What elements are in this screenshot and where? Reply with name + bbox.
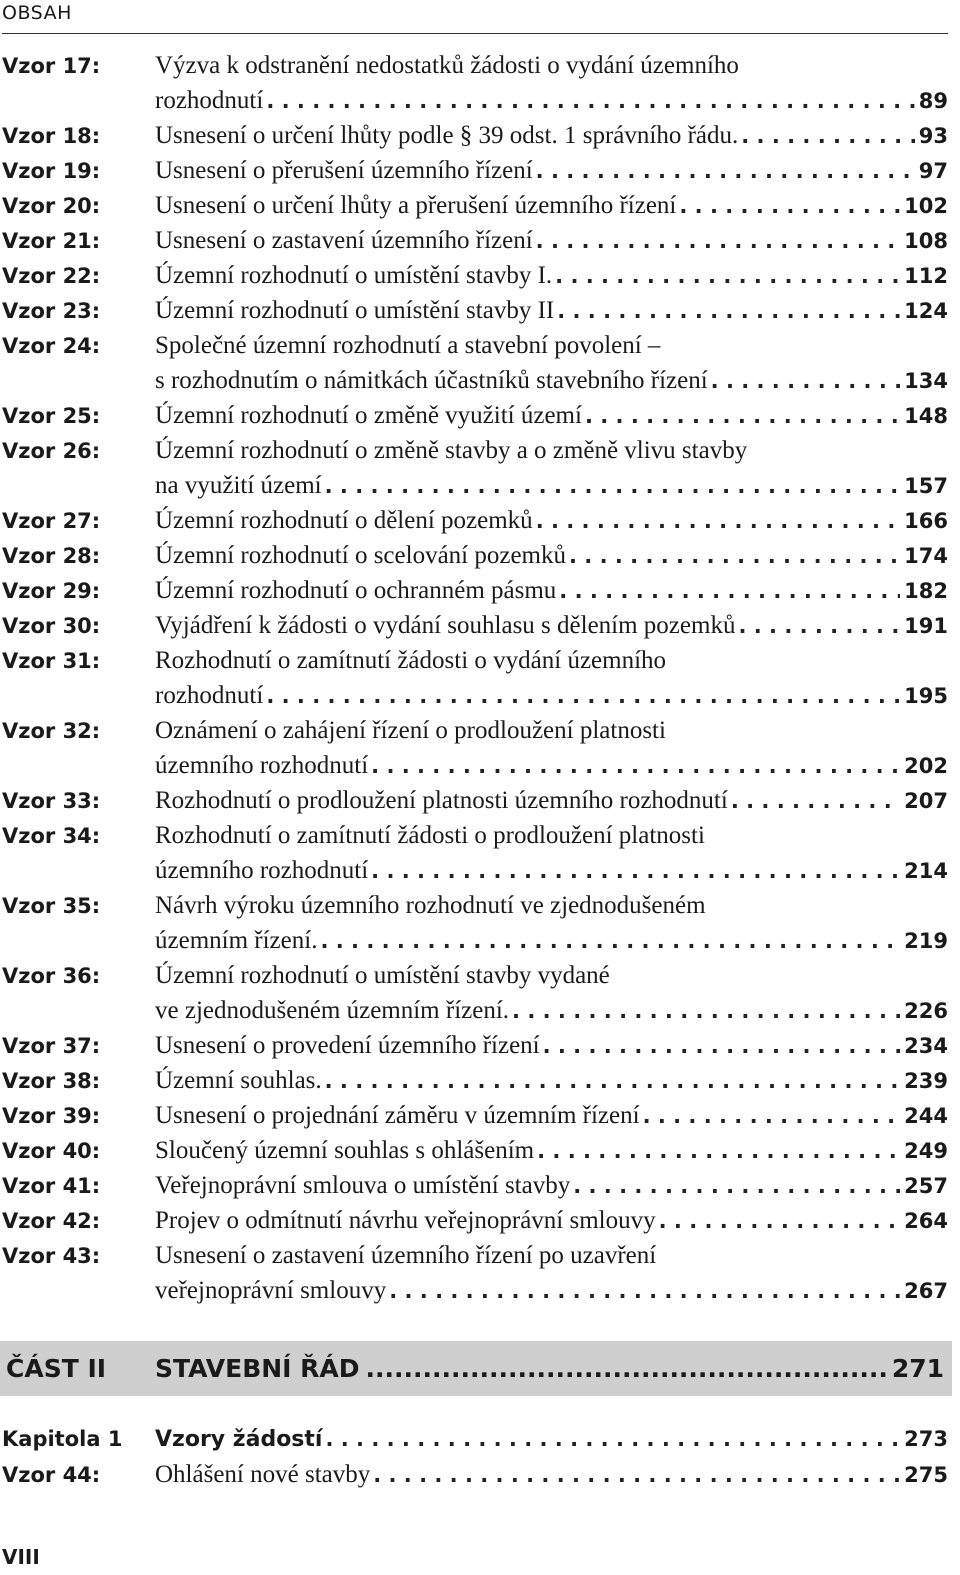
entry-label: Vzor 22: xyxy=(2,264,101,288)
entry-title: Společné územní rozhodnutí a stavební povolení – xyxy=(155,332,661,359)
entry-title: rozhodnutí xyxy=(155,682,264,709)
entry-label: Vzor 25: xyxy=(2,404,101,428)
toc-entry-line xyxy=(0,328,948,363)
entry-title: Výzva k odstranění nedostatků žádosti o vydání územního xyxy=(155,52,739,79)
entry-label: Vzor 20: xyxy=(2,194,101,218)
toc-entry-line xyxy=(0,433,948,468)
toc-entry-line xyxy=(0,1168,948,1203)
toc-entry-line xyxy=(0,888,948,923)
entry-label: Vzor 40: xyxy=(2,1139,101,1163)
toc-entry-line xyxy=(0,258,948,293)
entry-title: Územní rozhodnutí o dělení pozemků xyxy=(155,507,533,534)
entry-title: územním řízení. xyxy=(155,927,318,954)
entry-page-number: 102 xyxy=(904,194,948,218)
toc-entry xyxy=(0,1063,948,1098)
toc-entry xyxy=(0,573,948,608)
toc-entry-line xyxy=(0,1273,948,1308)
page-header xyxy=(2,0,948,34)
entry-title: Usnesení o provedení územního řízení xyxy=(155,1032,540,1059)
toc-entry-line xyxy=(0,783,948,818)
toc-entry-line xyxy=(0,538,948,573)
toc-entry xyxy=(0,1203,948,1238)
entry-title: Projev o odmítnutí návrhu veřejnoprávní smlouvy xyxy=(155,1207,656,1234)
entry-page-number: 226 xyxy=(904,999,948,1023)
dot-leader xyxy=(536,224,901,259)
dot-leader xyxy=(741,119,915,154)
entry-page-number: 124 xyxy=(904,299,948,323)
entry-label: Vzor 44: xyxy=(2,1463,101,1487)
toc-entry-line xyxy=(0,818,948,853)
dot-leader xyxy=(320,924,900,959)
part-heading xyxy=(0,1341,952,1396)
entry-title: Územní souhlas. xyxy=(155,1067,322,1094)
toc-entry-line xyxy=(0,993,948,1028)
entry-title: Územní rozhodnutí o změně stavby a o změně vlivu stavby xyxy=(155,437,748,464)
toc-entry xyxy=(0,118,948,153)
entry-label: Vzor 34: xyxy=(2,824,101,848)
toc-entry-line xyxy=(0,1028,948,1063)
entry-title: s rozhodnutím o námitkách účastníků stavebního řízení xyxy=(155,367,708,394)
entry-page-number: 244 xyxy=(904,1104,948,1128)
toc-entry-line xyxy=(0,573,948,608)
entry-label: Vzor 39: xyxy=(2,1104,101,1128)
toc-entry xyxy=(0,1168,948,1203)
entry-title: rozhodnutí xyxy=(155,87,264,114)
entry-title: Usnesení o určení lhůty podle § 39 odst. 1 správního řádu. xyxy=(155,122,739,149)
toc-entry xyxy=(0,398,948,433)
entry-title: Vyjádření k žádosti o vydání souhlasu s dělením pozemků xyxy=(155,612,736,639)
dot-leader xyxy=(731,784,900,819)
entry-page-number: 267 xyxy=(904,1279,948,1303)
entry-label: Vzor 36: xyxy=(2,964,101,988)
toc-entry-line xyxy=(0,503,948,538)
entry-page-number: 214 xyxy=(904,859,948,883)
entry-title: Oznámení o zahájení řízení o prodloužení platnosti xyxy=(155,717,666,744)
toc-entry-line xyxy=(0,293,948,328)
dot-leader xyxy=(536,504,900,539)
part-title: STAVEBNÍ ŘÁD xyxy=(155,1354,360,1383)
entry-page-number: 239 xyxy=(904,1069,948,1093)
toc-entry xyxy=(0,1422,948,1457)
entry-title: veřejnoprávní smlouvy xyxy=(155,1277,387,1304)
toc-entry xyxy=(0,433,948,503)
entry-title: Usnesení o přerušení územního řízení xyxy=(155,157,533,184)
entry-title: Územní rozhodnutí o umístění stavby I. xyxy=(155,262,553,289)
dot-leader xyxy=(537,1134,900,1169)
entry-title: Návrh výroku územního rozhodnutí ve zjednodušeném xyxy=(155,892,706,919)
entry-page-number: 234 xyxy=(904,1034,948,1058)
entry-label: Vzor 17: xyxy=(2,54,101,78)
toc-entry-line xyxy=(0,188,948,223)
toc-entry xyxy=(0,818,948,888)
dot-leader xyxy=(557,294,900,329)
toc-entry xyxy=(0,48,948,118)
toc-entry xyxy=(0,608,948,643)
dot-leader xyxy=(371,854,900,889)
entry-title: Rozhodnutí o zamítnutí žádosti o vydání územního xyxy=(155,647,667,674)
header-label: OBSAH xyxy=(2,2,72,24)
entry-page-number: 93 xyxy=(918,124,948,148)
entry-label: Vzor 35: xyxy=(2,894,101,918)
toc-entry xyxy=(0,783,948,818)
entry-title: Územní rozhodnutí o scelování pozemků xyxy=(155,542,566,569)
entry-title: Ohlášení nové stavby xyxy=(155,1461,371,1488)
table-of-contents xyxy=(0,48,948,1308)
toc-entry-line xyxy=(0,853,948,888)
toc-entry xyxy=(0,643,948,713)
dot-leader xyxy=(366,1354,886,1383)
toc-entry-line xyxy=(0,1063,948,1098)
toc-entry xyxy=(0,538,948,573)
part-page-number: 271 xyxy=(891,1354,944,1383)
entry-label: Vzor 29: xyxy=(2,579,101,603)
entry-label: Vzor 32: xyxy=(2,719,101,743)
toc-entry xyxy=(0,1238,948,1308)
dot-leader xyxy=(325,1422,900,1457)
entry-page-number: 257 xyxy=(904,1174,948,1198)
entry-title: Rozhodnutí o prodloužení platnosti územního rozhodnutí xyxy=(155,787,728,814)
entry-page-number: 112 xyxy=(904,264,948,288)
entry-page-number: 249 xyxy=(904,1139,948,1163)
entry-label: Vzor 31: xyxy=(2,649,101,673)
toc-entry xyxy=(0,1457,948,1492)
entry-title: na využití území xyxy=(155,472,322,499)
entry-page-number: 195 xyxy=(904,684,948,708)
entry-title: ve zjednodušeném územním řízení. xyxy=(155,997,510,1024)
page-number: VIII xyxy=(2,1545,40,1569)
entry-page-number: 89 xyxy=(918,89,948,113)
entry-page-number: 273 xyxy=(904,1427,948,1451)
toc-entry-line xyxy=(0,153,948,188)
entry-title: územního rozhodnutí xyxy=(155,752,369,779)
dot-leader xyxy=(679,189,900,224)
entry-title: Usnesení o projednání záměru v územním řízení xyxy=(155,1102,640,1129)
entry-label: Vzor 21: xyxy=(2,229,101,253)
toc-entry-line xyxy=(0,958,948,993)
entry-page-number: 219 xyxy=(904,929,948,953)
dot-leader xyxy=(569,539,900,574)
toc-entry xyxy=(0,958,948,1028)
dot-leader xyxy=(559,574,900,609)
toc-entry-line xyxy=(0,363,948,398)
toc-entry-line xyxy=(0,468,948,503)
toc-entry-line xyxy=(0,398,948,433)
toc-entry-line xyxy=(0,608,948,643)
dot-leader xyxy=(266,679,900,714)
dot-leader xyxy=(543,1029,901,1064)
entry-title: Vzory žádostí xyxy=(155,1427,323,1452)
toc-entry-line xyxy=(0,1238,948,1273)
entry-label: Vzor 33: xyxy=(2,789,101,813)
entry-page-number: 202 xyxy=(904,754,948,778)
dot-leader xyxy=(555,259,900,294)
entry-label: Vzor 42: xyxy=(2,1209,101,1233)
dot-leader xyxy=(573,1169,900,1204)
toc-entry xyxy=(0,223,948,258)
dot-leader xyxy=(659,1204,901,1239)
dot-leader xyxy=(512,994,900,1029)
dot-leader xyxy=(536,154,915,189)
toc-entry-line xyxy=(0,713,948,748)
part-label: ČÁST II xyxy=(6,1354,107,1383)
dot-leader xyxy=(371,749,900,784)
entry-label: Vzor 18: xyxy=(2,124,101,148)
entry-label: Kapitola 1 xyxy=(2,1427,123,1451)
entry-label: Vzor 43: xyxy=(2,1244,101,1268)
entry-title: Usnesení o určení lhůty a přerušení územního řízení xyxy=(155,192,677,219)
entry-title: Územní rozhodnutí o umístění stavby II xyxy=(155,297,555,324)
dot-leader xyxy=(389,1274,900,1309)
entry-title: Veřejnoprávní smlouva o umístění stavby xyxy=(155,1172,571,1199)
toc-entry-line xyxy=(0,118,948,153)
toc-entry-line xyxy=(0,643,948,678)
entry-page-number: 275 xyxy=(904,1463,948,1487)
entry-label: Vzor 28: xyxy=(2,544,101,568)
toc-entry-line xyxy=(0,83,948,118)
entry-label: Vzor 41: xyxy=(2,1174,101,1198)
entry-label: Vzor 24: xyxy=(2,334,101,358)
toc-entry xyxy=(0,1098,948,1133)
entry-page-number: 191 xyxy=(904,614,948,638)
toc-entry xyxy=(0,188,948,223)
toc-entry xyxy=(0,713,948,783)
entry-title: Usnesení o zastavení územního řízení xyxy=(155,227,533,254)
toc-entry-line xyxy=(0,923,948,958)
entry-label: Vzor 30: xyxy=(2,614,101,638)
entry-page-number: 157 xyxy=(904,474,948,498)
dot-leader xyxy=(585,399,900,434)
entry-page-number: 207 xyxy=(904,789,948,813)
toc-entry-line xyxy=(0,748,948,783)
entry-page-number: 264 xyxy=(904,1209,948,1233)
dot-leader xyxy=(325,469,901,504)
dot-leader xyxy=(266,84,914,119)
entry-title: Rozhodnutí o zamítnutí žádosti o prodloužení platnosti xyxy=(155,822,705,849)
toc-entry-line xyxy=(0,1203,948,1238)
toc-entry xyxy=(0,1133,948,1168)
entry-page-number: 174 xyxy=(904,544,948,568)
dot-leader xyxy=(373,1458,900,1493)
dot-leader xyxy=(738,609,900,644)
entry-page-number: 166 xyxy=(904,509,948,533)
entry-page-number: 182 xyxy=(904,579,948,603)
toc-entry-line xyxy=(0,48,948,83)
entry-label: Vzor 19: xyxy=(2,159,101,183)
entry-label: Vzor 23: xyxy=(2,299,101,323)
entry-label: Vzor 37: xyxy=(2,1034,101,1058)
toc-entry-line xyxy=(0,1098,948,1133)
entry-page-number: 148 xyxy=(904,404,948,428)
entry-title: Usnesení o zastavení územního řízení po uzavření xyxy=(155,1242,657,1269)
entry-page-number: 97 xyxy=(918,159,948,183)
entry-page-number: 108 xyxy=(904,229,948,253)
toc-entry xyxy=(0,888,948,958)
dot-leader xyxy=(643,1099,901,1134)
dot-leader xyxy=(325,1064,901,1099)
toc-entry xyxy=(0,503,948,538)
toc-entry-line xyxy=(0,223,948,258)
toc-entry xyxy=(0,293,948,328)
toc-entry xyxy=(0,328,948,398)
entry-page-number: 134 xyxy=(904,369,948,393)
toc-entry xyxy=(0,153,948,188)
toc-entry xyxy=(0,258,948,293)
dot-leader xyxy=(711,364,901,399)
entry-title: Územní rozhodnutí o umístění stavby vydané xyxy=(155,962,610,989)
entry-label: Vzor 38: xyxy=(2,1069,101,1093)
entry-label: Vzor 26: xyxy=(2,439,101,463)
entry-title: Územní rozhodnutí o ochranném pásmu xyxy=(155,577,557,604)
toc-continuation xyxy=(0,1422,948,1492)
toc-entry-line xyxy=(0,1133,948,1168)
entry-title: územního rozhodnutí xyxy=(155,857,369,884)
entry-label: Vzor 27: xyxy=(2,509,101,533)
toc-entry xyxy=(0,1028,948,1063)
entry-title: Územní rozhodnutí o změně využití území xyxy=(155,402,582,429)
toc-entry-line xyxy=(0,678,948,713)
entry-title: Sloučený územní souhlas s ohlášením xyxy=(155,1137,535,1164)
